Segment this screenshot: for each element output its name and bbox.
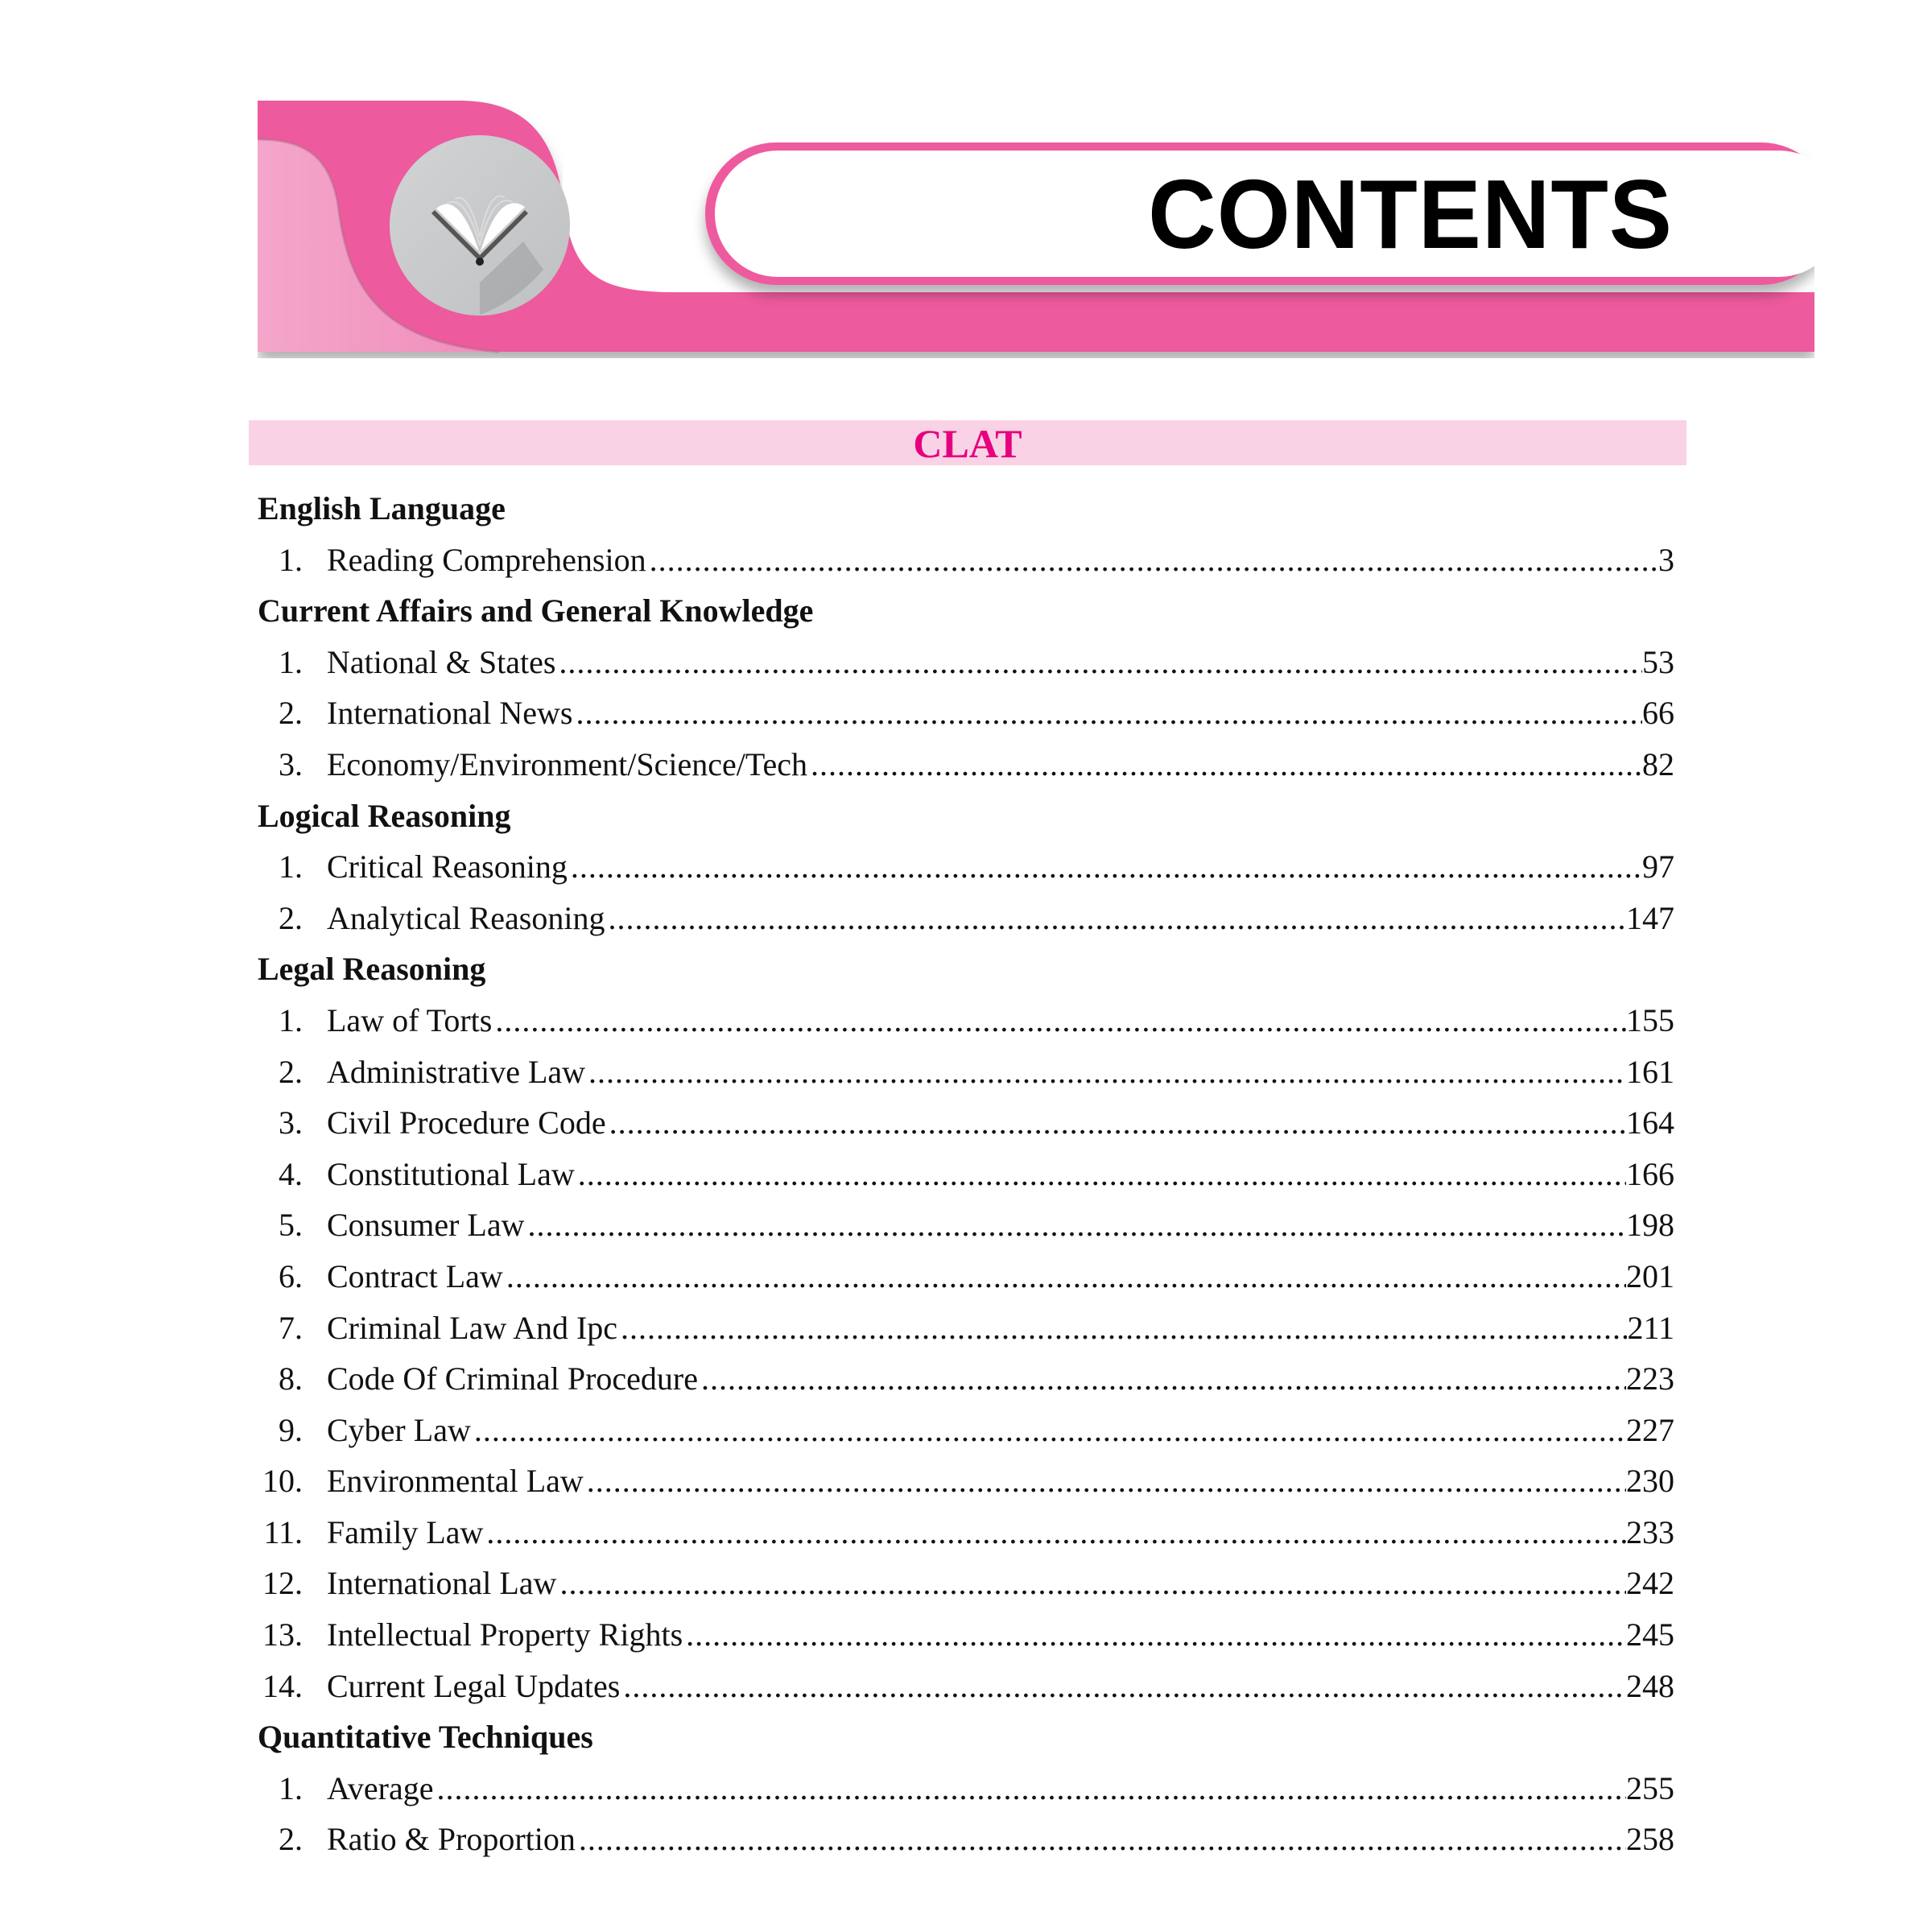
entry-label: Contract Law (327, 1257, 503, 1294)
dot-leader (606, 1097, 1626, 1149)
dot-leader (575, 1149, 1626, 1200)
dot-leader (584, 1455, 1626, 1507)
entry-page: 211 (1627, 1309, 1674, 1346)
entry-label: Critical Reasoning (327, 848, 568, 886)
entry-label: Cyber Law (327, 1411, 471, 1448)
toc-group-heading: Current Affairs and General Knowledge (258, 592, 814, 630)
toc-entry[interactable] (258, 1353, 1674, 1405)
entry-page: 227 (1626, 1411, 1674, 1448)
toc-entry[interactable] (258, 1149, 1674, 1200)
entry-label: Criminal Law And Ipc (327, 1309, 618, 1346)
entry-page: 230 (1626, 1463, 1674, 1500)
toc-entry[interactable] (258, 1251, 1674, 1302)
dot-leader (576, 1814, 1626, 1865)
dot-leader (555, 637, 1642, 688)
toc-group-heading: Legal Reasoning (258, 951, 486, 988)
entry-number: 8. (279, 1360, 303, 1397)
section-band (249, 420, 1686, 465)
dot-leader (556, 1558, 1626, 1609)
entry-number: 4. (279, 1155, 303, 1192)
entry-number: 14. (262, 1667, 303, 1704)
toc-entry[interactable] (258, 1507, 1674, 1558)
toc-entry[interactable] (258, 841, 1674, 893)
entry-label: Current Legal Updates (327, 1667, 621, 1704)
toc-entry[interactable] (258, 1609, 1674, 1661)
entry-number: 5. (279, 1207, 303, 1244)
toc-entry[interactable] (258, 535, 1674, 586)
entry-number: 13. (262, 1616, 303, 1653)
dot-leader (483, 1507, 1626, 1558)
entry-number: 2. (279, 1053, 303, 1090)
toc-entry[interactable] (258, 1302, 1674, 1354)
entry-page: 164 (1626, 1104, 1674, 1141)
dot-leader (617, 1302, 1627, 1354)
entry-number: 9. (279, 1411, 303, 1448)
entry-page: 248 (1626, 1667, 1674, 1704)
dot-leader (572, 687, 1642, 739)
dot-leader (471, 1405, 1626, 1456)
dot-leader (698, 1353, 1626, 1405)
entry-page: 242 (1626, 1565, 1674, 1602)
entry-label: Environmental Law (327, 1463, 584, 1500)
entry-page: 245 (1626, 1616, 1674, 1653)
entry-page: 223 (1626, 1360, 1674, 1397)
open-book-icon (390, 135, 570, 316)
entry-label: Economy/Environment/Science/Tech (327, 745, 808, 782)
entry-page: 201 (1626, 1257, 1674, 1294)
entry-page: 155 (1626, 1001, 1674, 1038)
toc-entry[interactable] (258, 1661, 1674, 1712)
entry-label: Constitutional Law (327, 1155, 575, 1192)
dot-leader (568, 841, 1642, 893)
entry-number: 10. (262, 1463, 303, 1500)
entry-page: 3 (1658, 541, 1674, 578)
entry-page: 255 (1626, 1769, 1674, 1806)
toc-group-heading: Quantitative Techniques (258, 1719, 593, 1756)
entry-page: 166 (1626, 1155, 1674, 1192)
entry-page: 97 (1642, 848, 1674, 886)
entry-label: Reading Comprehension (327, 541, 646, 578)
entry-page: 161 (1626, 1053, 1674, 1090)
toc-entry[interactable] (258, 1558, 1674, 1609)
dot-leader (807, 739, 1642, 791)
entry-label: International News (327, 695, 573, 732)
entry-label: Consumer Law (327, 1207, 525, 1244)
entry-page: 66 (1642, 695, 1674, 732)
entry-number: 11. (263, 1513, 303, 1550)
entry-label: Code Of Criminal Procedure (327, 1360, 698, 1397)
entry-number: 1. (279, 541, 303, 578)
entry-label: Analytical Reasoning (327, 899, 605, 936)
dot-leader (492, 995, 1626, 1046)
page-title: CONTENTS (1148, 159, 1673, 269)
entry-label: Law of Torts (327, 1001, 493, 1038)
entry-label: Average (327, 1769, 434, 1806)
toc-entry[interactable] (258, 995, 1674, 1046)
entry-number: 1. (279, 1001, 303, 1038)
entry-page: 147 (1626, 899, 1674, 936)
entry-number: 1. (279, 1769, 303, 1806)
section-title: CLAT (913, 421, 1022, 466)
toc-entry[interactable] (258, 739, 1674, 791)
dot-leader (434, 1763, 1627, 1814)
entry-number: 2. (279, 899, 303, 936)
entry-label: National & States (327, 643, 556, 680)
entry-number: 3. (279, 745, 303, 782)
toc-entry[interactable] (258, 1763, 1674, 1814)
dot-leader (525, 1199, 1626, 1251)
toc-entry[interactable] (258, 1046, 1674, 1098)
entry-label: Ratio & Proportion (327, 1821, 576, 1858)
entry-label: Civil Procedure Code (327, 1104, 606, 1141)
entry-page: 258 (1626, 1821, 1674, 1858)
dot-leader (620, 1661, 1626, 1712)
toc-entry[interactable] (258, 1405, 1674, 1456)
toc-entry[interactable] (258, 1199, 1674, 1251)
toc-group-heading: Logical Reasoning (258, 797, 511, 834)
dot-leader (503, 1251, 1626, 1302)
entry-number: 7. (279, 1309, 303, 1346)
toc-entry[interactable] (258, 893, 1674, 944)
table-of-contents (258, 483, 1674, 1865)
toc-entry[interactable] (258, 1814, 1674, 1865)
dot-leader (585, 1046, 1626, 1098)
entry-number: 2. (279, 695, 303, 732)
toc-entry[interactable] (258, 1455, 1674, 1507)
entry-number: 2. (279, 1821, 303, 1858)
toc-group-heading: English Language (258, 490, 506, 526)
entry-number: 1. (279, 848, 303, 886)
entry-number: 12. (262, 1565, 303, 1602)
entry-page: 82 (1642, 745, 1674, 782)
dot-leader (646, 535, 1658, 586)
entry-number: 3. (279, 1104, 303, 1141)
entry-page: 233 (1626, 1513, 1674, 1550)
toc-entry[interactable] (258, 687, 1674, 739)
entry-number: 6. (279, 1257, 303, 1294)
dot-leader (683, 1609, 1626, 1661)
entry-label: Administrative Law (327, 1053, 586, 1090)
toc-entry[interactable] (258, 1097, 1674, 1149)
entry-number: 1. (279, 643, 303, 680)
toc-entry[interactable] (258, 637, 1674, 688)
entry-page: 198 (1626, 1207, 1674, 1244)
entry-label: Family Law (327, 1513, 484, 1550)
entry-label: Intellectual Property Rights (327, 1616, 683, 1653)
dot-leader (605, 893, 1626, 944)
entry-page: 53 (1642, 643, 1674, 680)
entry-label: International Law (327, 1565, 557, 1602)
